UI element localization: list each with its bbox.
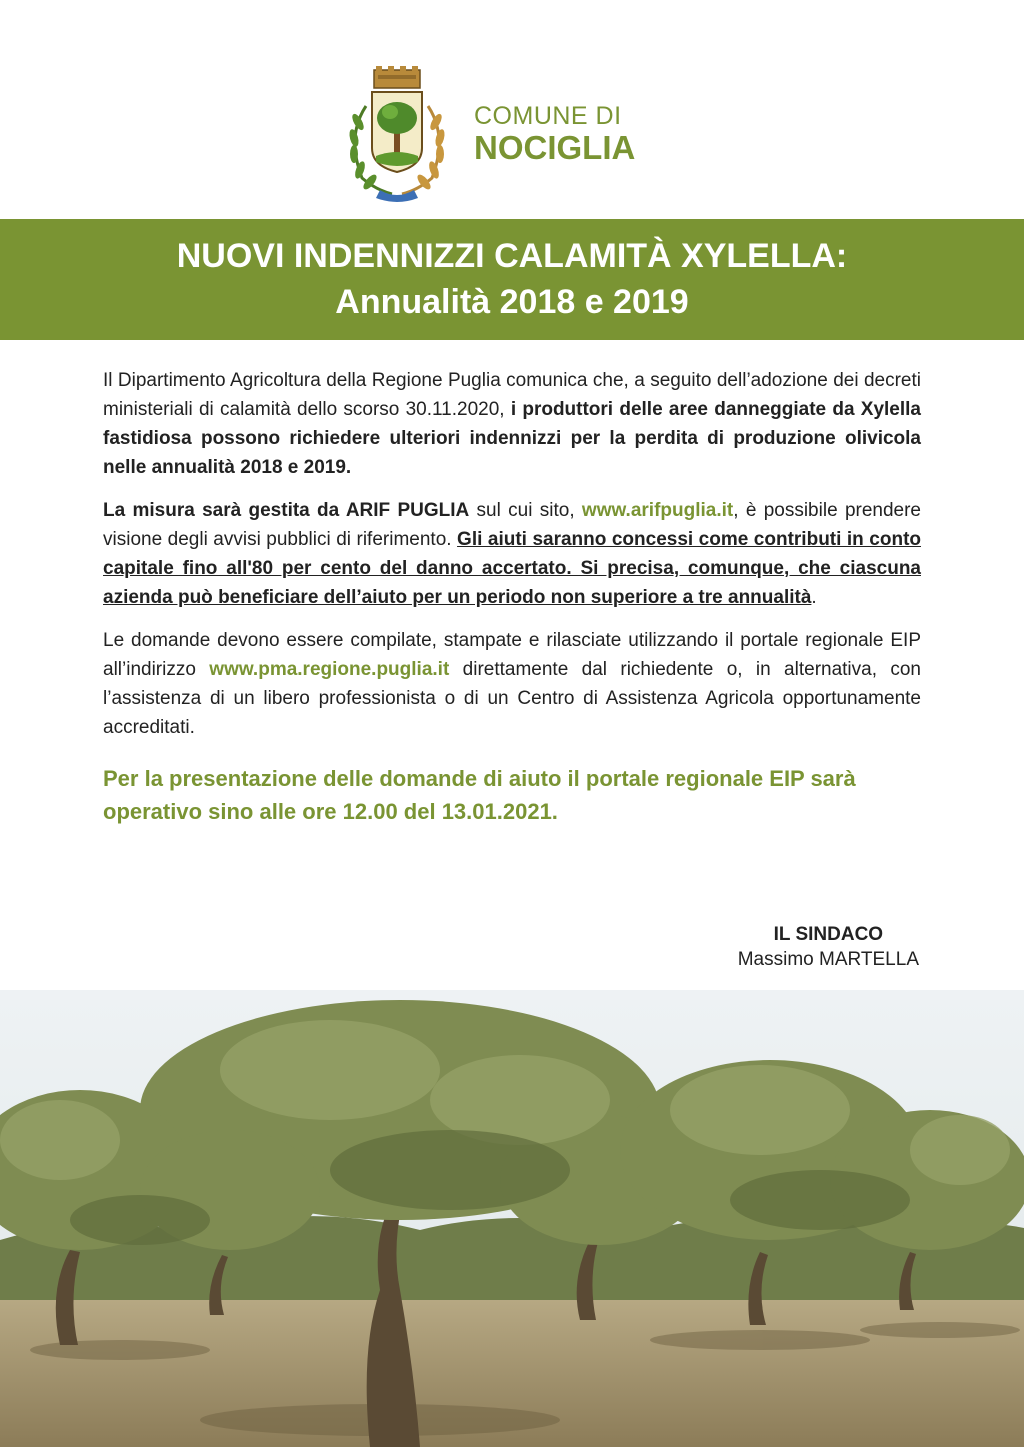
- town-name: NOCIGLIA: [474, 129, 636, 166]
- title-banner: [0, 219, 1024, 340]
- municipal-crest-icon: [332, 66, 462, 204]
- page-subtitle: Annualità 2018 e 2019: [335, 283, 689, 321]
- signature-block: [738, 922, 919, 972]
- deadline-notice: Per la presentazione delle domande di aiuto il portale regionale EIP sarà operativo sino alle ore 12.00 del 13.01.2021.: [103, 766, 856, 824]
- pma-link[interactable]: www.pma.regione.puglia.it: [209, 659, 450, 680]
- paragraph-3: [103, 626, 921, 742]
- p2-bold-text: La misura sarà gestita da ARIF PUGLIA: [103, 500, 470, 521]
- comune-label: COMUNE DI: [474, 102, 622, 130]
- arif-link[interactable]: www.arifpuglia.it: [581, 500, 734, 521]
- p1-bold-text: i produttori delle aree danneggiate da Xylella fastidiosa possono richiedere ulteriori indennizzi per la perdita di produzione olivicola nelle annualità 2018 e 2019.: [103, 399, 921, 478]
- paragraph-2: [103, 496, 921, 612]
- olive-grove-photo: [0, 990, 1024, 1447]
- municipality-name: [474, 102, 635, 166]
- notice-body: [103, 366, 921, 828]
- p1-text: Il Dipartimento Agricoltura della Regione Puglia comunica che, a seguito dell’adozione dei decreti ministeriali di calamità dello scorso 30.11.2020,: [103, 370, 921, 420]
- signature-title: IL SINDACO: [773, 924, 884, 945]
- p3-text-b: direttamente dal richiedente o, in alternativa, con l’assistenza di un libero professionista o di un Centro di Assistenza Agricola opportunamente accreditati.: [103, 659, 922, 738]
- header: [0, 60, 1024, 210]
- p2-text-a: sul cui sito,: [469, 500, 582, 521]
- p2-underlined-text: Gli aiuti saranno concessi come contributi in conto capitale fino all'80 per cento del danno accertato. Si precisa, comunque, che ciascuna azienda può beneficiare dell’aiuto per un periodo non superiore a tre annualità: [103, 529, 921, 608]
- p2-end: .: [811, 587, 817, 608]
- p2-text-b: , è possibile prendere visione degli avvisi pubblici di riferimento.: [103, 500, 921, 550]
- p3-text-a: Le domande devono essere compilate, stampate e rilasciate utilizzando il portale regionale EIP all’indirizzo: [103, 630, 921, 680]
- page-title: NUOVI INDENNIZZI CALAMITÀ XYLELLA:: [176, 237, 848, 275]
- signature-name: Massimo MARTELLA: [737, 949, 919, 970]
- paragraph-1: [103, 366, 921, 482]
